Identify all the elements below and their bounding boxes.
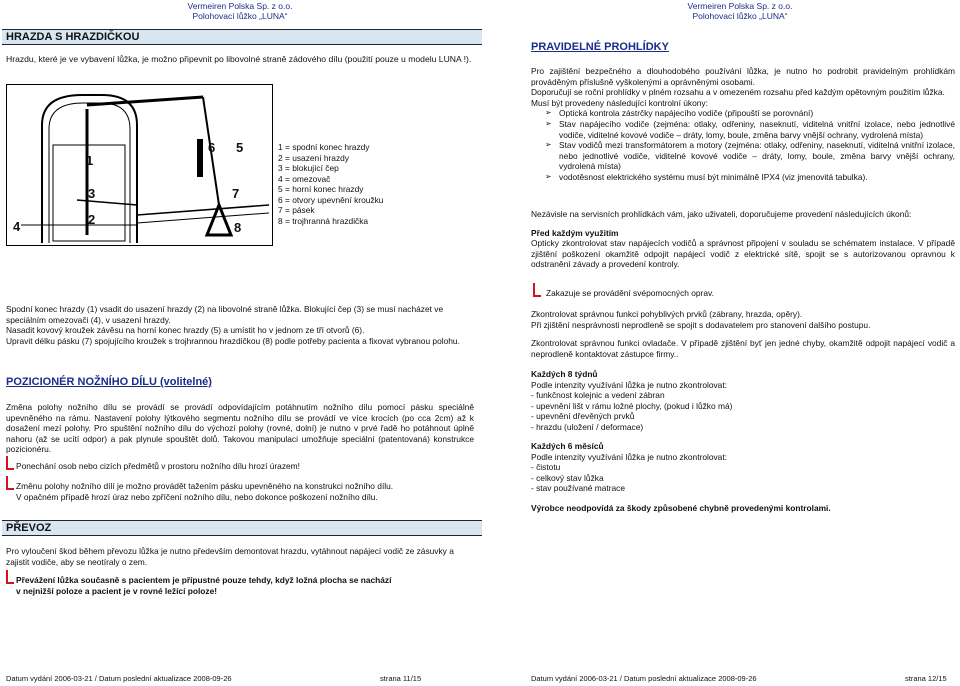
company-name: Vermeiren Polska Sp. z o.o.: [187, 1, 293, 11]
eight-weeks-block: [531, 369, 955, 433]
warning-icon: [6, 570, 8, 584]
warning-icon: [6, 476, 8, 490]
check-list: [531, 108, 955, 182]
user-recommendation: Nezávisle na servisních prohlídkách vám, jako uživateli, doporučujeme provedení následujících úkonů:: [531, 209, 912, 219]
list-item: - upevnění dřevěných prvků: [531, 411, 635, 422]
list-item: - stav používané matrace: [531, 483, 626, 494]
bed-figure: [6, 84, 273, 246]
page-header-right: [650, 1, 830, 21]
controller-text: Zkontrolovat správnou funkci ovladače. V případě zjištění byť jen jedné chyby, okamžitě odpojit napájecí vodič a neprodleně kontaktovat zástupce firmy..: [531, 338, 955, 359]
figure-label-7: 7: [232, 186, 240, 201]
instruction-step: Upravit délku pásku (7) spojujícího kroužek s trojhrannou hrazdičkou (8) podle potřeby pacienta a fixovat vybranou polohu.: [6, 335, 460, 346]
legend-item: 6 = otvory upevnění kroužku: [278, 194, 384, 205]
mounting-instructions: [6, 304, 474, 346]
page-header-left: [150, 1, 330, 21]
figure-label-3: 3: [88, 186, 96, 201]
closing-statement: Výrobce neodpovídá za škody způsobené chybně provedenými kontrolami.: [531, 503, 831, 513]
warning-icon: [533, 283, 535, 297]
warning-icon: [6, 456, 8, 470]
warning-text: [16, 481, 474, 502]
paragraph: Musí být provedeny následující kontrolní úkony:: [531, 97, 708, 108]
warning-text: Zakazuje se provádění svépomocných oprav.: [546, 288, 714, 298]
warning-line: V opačném případě hrozí úraz nebo zpříčení nožního dílu, nebo dokonce poškození nožního dílu.: [16, 491, 378, 502]
paragraph: Pro zajištění bezpečného a dlouhodobého používání lůžka, je nutno ho podrobit pravidelným prohlídkám prováděným příslušně vyškolenými a oprávněnými osobami.: [531, 66, 955, 87]
list-item: - funkčnost kolejnic a vedení zábran: [531, 390, 665, 401]
instruction-step: Spodní konec hrazdy (1) vsadit do usazení hrazdy (2) na libovolné straně lůžka. Blokující čep (3) se musí nacházet ve speciálním omezovači (4), v usazení hrazdy.: [6, 304, 444, 325]
warning-line: Převážení lůžka současně s pacientem je přípustné pouze tehdy, když ložná plocha se nachází: [16, 575, 392, 585]
product-name: Polohovací lůžko „LUNA“: [192, 11, 288, 21]
figure-label-4: 4: [13, 219, 21, 234]
section-title-inspections: PRAVIDELNÉ PROHLÍDKY: [531, 41, 669, 53]
figure-label-2: 2: [88, 212, 96, 227]
legend-item: 4 = omezovač: [278, 173, 331, 184]
list-item: - čistotu: [531, 462, 561, 473]
paragraph: Podle intenzity využívání lůžka je nutno zkontrolovat:: [531, 379, 727, 390]
legend-item: 5 = horní konec hrazdy: [278, 184, 364, 194]
transport-warning: [16, 575, 478, 596]
transport-text: Pro vyloučení škod během převozu lůžka je nutno především demontovat hrazdu, vytáhnout napájecí vodič ze zásuvky a zajistit vodiče, aby se neotíraly o zem.: [6, 546, 454, 567]
section-title: HRAZDA S HRAZDIČKOU: [6, 31, 140, 43]
warning-line: Změnu polohy nožního dílí je možno provádět tažením pásku upevněného na konstrukci nožního dílu.: [16, 481, 394, 491]
check-item: ➢ vodotěsnost elektrického systému musí být minimálně IPX4 (viz jmenovitá tabulka).: [531, 172, 955, 183]
product-name: Polohovací lůžko „LUNA“: [692, 11, 788, 21]
paragraph: Doporučují se roční prohlídky v plném rozsahu a v omezeném rozsahu před každým opětovným použitím lůžka.: [531, 87, 945, 98]
footer-date: Datum vydání 2006-03-21 / Datum poslední aktualizace 2008-09-26: [6, 674, 232, 683]
heading-6-months: Každých 6 měsíců: [531, 441, 604, 451]
legend-item: 2 = usazení hrazdy: [278, 152, 349, 163]
six-months-block: [531, 441, 955, 494]
legend-item: 1 = spodní konec hrazdy: [278, 142, 370, 152]
before-use-text: Opticky zkontrolovat stav napájecích vodičů a správnost připojení v souladu se schématem instalace. V případě zjištění poškození okamžitě odpojit napájecí vodič z elektrické sítě, spojit se s autorizovanou opravnou k odstranění závady a provedení kontroly.: [531, 238, 955, 270]
paragraph: Při zjištění nesprávnosti neprodleně se spojit s dodavatelem pro stanovení dalšího postupu.: [531, 319, 871, 330]
check-item: ➢ Stav napájecího vodiče (zejména: otlaky, odřeniny, naseknutí, viditelná vnitřní izolace, nebo jednotlivé vodiče, viditelné kovové vodiče – dráty, lomy, boule, změna barvy vnější ochrany, vydrolená místa): [531, 119, 955, 140]
list-item: - upevnění lišt v rámu ložné plochy, (pokud i lůžko má): [531, 400, 733, 411]
check-item: ➢ Stav vodičů mezi transformátorem a motory (zejména: otlaky, odřeniny, naseknutí, viditelná vnitřní izolace, nebo jednotlivé vodiče, viditelné kovové vodiče – dráty, lomy, boule, změna barvy vnější ochrany, vydrolená místa): [531, 140, 955, 172]
figure-label-5: 5: [236, 140, 244, 155]
figure-label-6: 6: [208, 140, 216, 155]
section-bar: [2, 29, 482, 45]
legend-item: 3 = blokující čep: [278, 163, 339, 173]
footrest-text: Změna polohy nožního dílu se provádí se provádí odpovídajícím potáhnutím nožního dílu pomocí pásku speciálně upevněného na rámu. Nastavení polohy lýtkového segmentu nožního dílu se provádí ve více krocích (po cca 2cm) až k dosažení mezí polohy. Pro spuštění nožního dílu do výchozí polohy (rovné, dolní) je nutno v prvé řadě ho potáhnout úplně nahoru (až se ucítí odpor) a pak plynule spouštět dolů. Takovou manipulaci umožňuje speciální (patentovaná) konstrukce pozicionéru.: [6, 402, 474, 455]
check-item: ➢ Optická kontrola zástrčky napájecího vodiče (připouští se porovnání): [531, 108, 955, 119]
inspections-text: [531, 66, 955, 183]
figure-label-8: 8: [234, 220, 242, 235]
list-item: - hrazdu (uložení / deformace): [531, 421, 644, 432]
footer-page: strana 12/15: [905, 674, 947, 683]
figure-label-1: 1: [86, 153, 94, 168]
section-title-footrest: POZICIONÉR NOŽNÍHO DÍLU (volitelné): [6, 376, 212, 388]
instruction-step: Nasadit kovový kroužek závěsu na horní konec hrazdy (5) a umístit ho v jednom ze tří otvorů (6).: [6, 325, 365, 336]
footer-date: Datum vydání 2006-03-21 / Datum poslední aktualizace 2008-09-26: [531, 674, 757, 683]
company-name: Vermeiren Polska Sp. z o.o.: [687, 1, 793, 11]
bed-drawing: [7, 85, 272, 245]
heading-8-weeks: Každých 8 týdnů: [531, 369, 598, 379]
warning-line: v nejnižší poloze a pacient je v rovné ležící poloze!: [16, 585, 218, 596]
list-item: - celkový stav lůžka: [531, 472, 604, 483]
warning-text: Ponechání osob nebo cizích předmětů v prostoru nožního dílu hrozí úrazem!: [16, 461, 300, 471]
functions-text: [531, 309, 955, 330]
paragraph: Zkontrolovat správnou funkci pohyblivých prvků (zábrany, hrazda, opěry).: [531, 309, 803, 319]
legend-item: 7 = pásek: [278, 205, 315, 215]
paragraph: Podle intenzity využívání lůžka je nutno zkontrolovat:: [531, 451, 727, 462]
section-title: PŘEVOZ: [6, 522, 52, 534]
legend-item: 8 = trojhranná hrazdička: [278, 215, 369, 226]
footer-page: strana 11/15: [380, 674, 422, 683]
heading-before-use: Před každým využitím: [531, 228, 619, 238]
figure-legend: [278, 142, 478, 226]
section-bar: [2, 520, 482, 536]
intro-text: Hrazdu, které je ve vybavení lůžka, je možno připevnit po libovolné straně zádového dílu (použití pouze u modelu LUNA !).: [6, 54, 472, 64]
